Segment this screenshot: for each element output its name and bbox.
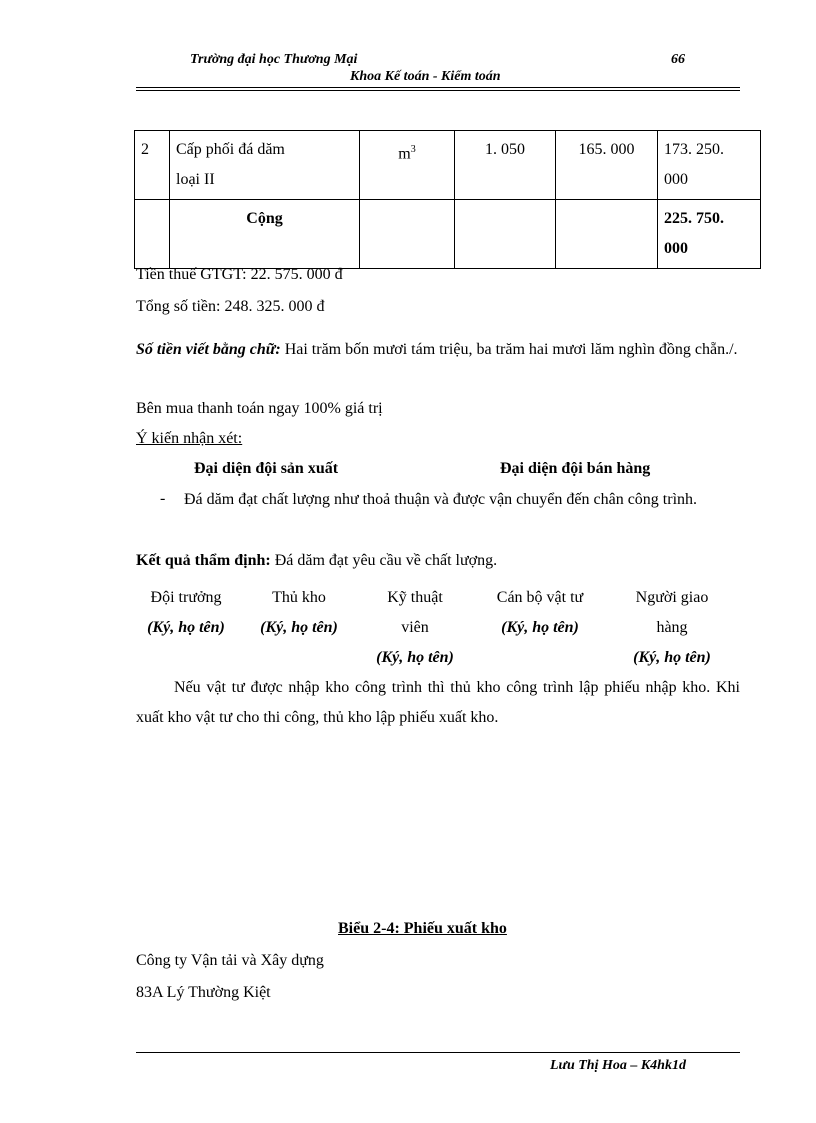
- signature-title: Cán bộ vật tư: [496, 589, 584, 606]
- footer-rule: [136, 1052, 740, 1053]
- cell-stt: 2: [135, 131, 170, 200]
- result-value: Đá dăm đạt yêu cầu về chất lượng.: [270, 552, 498, 569]
- footer-author: Lưu Thị Hoa – K4hk1d: [550, 1058, 686, 1073]
- cell-amount: [658, 131, 761, 200]
- page-number: 66: [671, 52, 685, 67]
- signature-thu-kho: [249, 583, 349, 643]
- signature-title: Đội trưởng: [150, 589, 222, 606]
- goods-table: [134, 130, 761, 269]
- bullet-text: Đá dăm đạt chất lượng như thoả thuận và được vận chuyển đến chân công trình.: [184, 491, 698, 508]
- cell-stt: [135, 200, 170, 269]
- cell-unit: [360, 200, 455, 269]
- opinion-label: Ý kiến nhận xét:: [136, 430, 243, 447]
- unit-sup: 3: [410, 144, 416, 155]
- rep-production: Đại diện đội sản xuất: [194, 460, 339, 477]
- amount-line1: 173. 250.: [664, 141, 724, 158]
- cell-name-line1: Cấp phối đá dăm: [176, 141, 285, 158]
- signature-sign: (Ký, họ tên): [376, 649, 454, 666]
- section-title: Biểu 2-4: Phiếu xuất kho: [338, 920, 507, 937]
- cell-qty: [455, 200, 556, 269]
- signature-title: Người giao: [635, 589, 709, 606]
- signature-ky-thuat: [365, 583, 465, 673]
- vat-line: Tiền thuế GTGT: 22. 575. 000 đ: [136, 266, 343, 283]
- result-label: Kết quả thẩm định:: [136, 552, 271, 569]
- table-row: [135, 131, 761, 200]
- cell-price: 165. 000: [556, 131, 658, 200]
- cell-name-line2: loại II: [176, 171, 215, 188]
- note-paragraph: Nếu vật tư được nhập kho công trình thì thủ kho công trình lập phiếu nhập kho. Khi xuất kho vật tư cho thi công, thủ kho lập phiếu xuất kho.: [136, 679, 740, 726]
- signature-sign: (Ký, họ tên): [633, 649, 711, 666]
- signature-doi-truong: [136, 583, 236, 643]
- amount-line2: 000: [664, 171, 688, 188]
- cell-qty: 1. 050: [455, 131, 556, 200]
- company-name: Công ty Vận tải và Xây dựng: [136, 952, 324, 969]
- unit-text: m: [398, 145, 411, 163]
- signature-title2: hàng: [656, 619, 688, 636]
- bullet-dash: -: [160, 490, 166, 507]
- cell-name: [170, 131, 360, 200]
- signature-sign: (Ký, họ tên): [501, 619, 579, 636]
- words-label: Số tiền viết bằng chữ:: [136, 341, 281, 358]
- signature-title: Thủ kho: [272, 589, 326, 606]
- amount-line2: 000: [664, 240, 688, 257]
- cell-price: [556, 200, 658, 269]
- amount-in-words: [136, 335, 740, 365]
- cell-unit: [360, 131, 455, 200]
- result-line: [136, 552, 497, 570]
- header-rule-bottom: [136, 90, 740, 91]
- total-line: Tổng số tiền: 248. 325. 000 đ: [136, 298, 325, 315]
- signature-sign: (Ký, họ tên): [260, 619, 338, 636]
- header-department: Khoa Kế toán - Kiểm toán: [350, 69, 501, 84]
- header-rule-top: [136, 87, 740, 88]
- cell-name: Cộng: [170, 200, 360, 269]
- signature-title2: viên: [401, 619, 429, 636]
- amount-line1: 225. 750.: [664, 210, 724, 227]
- rep-sales: Đại diện đội bán hàng: [500, 460, 651, 477]
- signature-nguoi-giao: [622, 583, 722, 673]
- signature-sign: (Ký, họ tên): [147, 619, 225, 636]
- table-row: [135, 200, 761, 269]
- words-value: Hai trăm bốn mươi tám triệu, ba trăm hai mươi lăm nghìn đồng chẵn./.: [280, 341, 738, 358]
- header-school: Trường đại học Thương Mại: [190, 52, 358, 67]
- signature-can-bo: [485, 583, 595, 643]
- payment-line: Bên mua thanh toán ngay 100% giá trị: [136, 400, 383, 417]
- signature-title: Kỹ thuật: [387, 589, 443, 606]
- company-address: 83A Lý Thường Kiệt: [136, 984, 271, 1001]
- cell-amount: [658, 200, 761, 269]
